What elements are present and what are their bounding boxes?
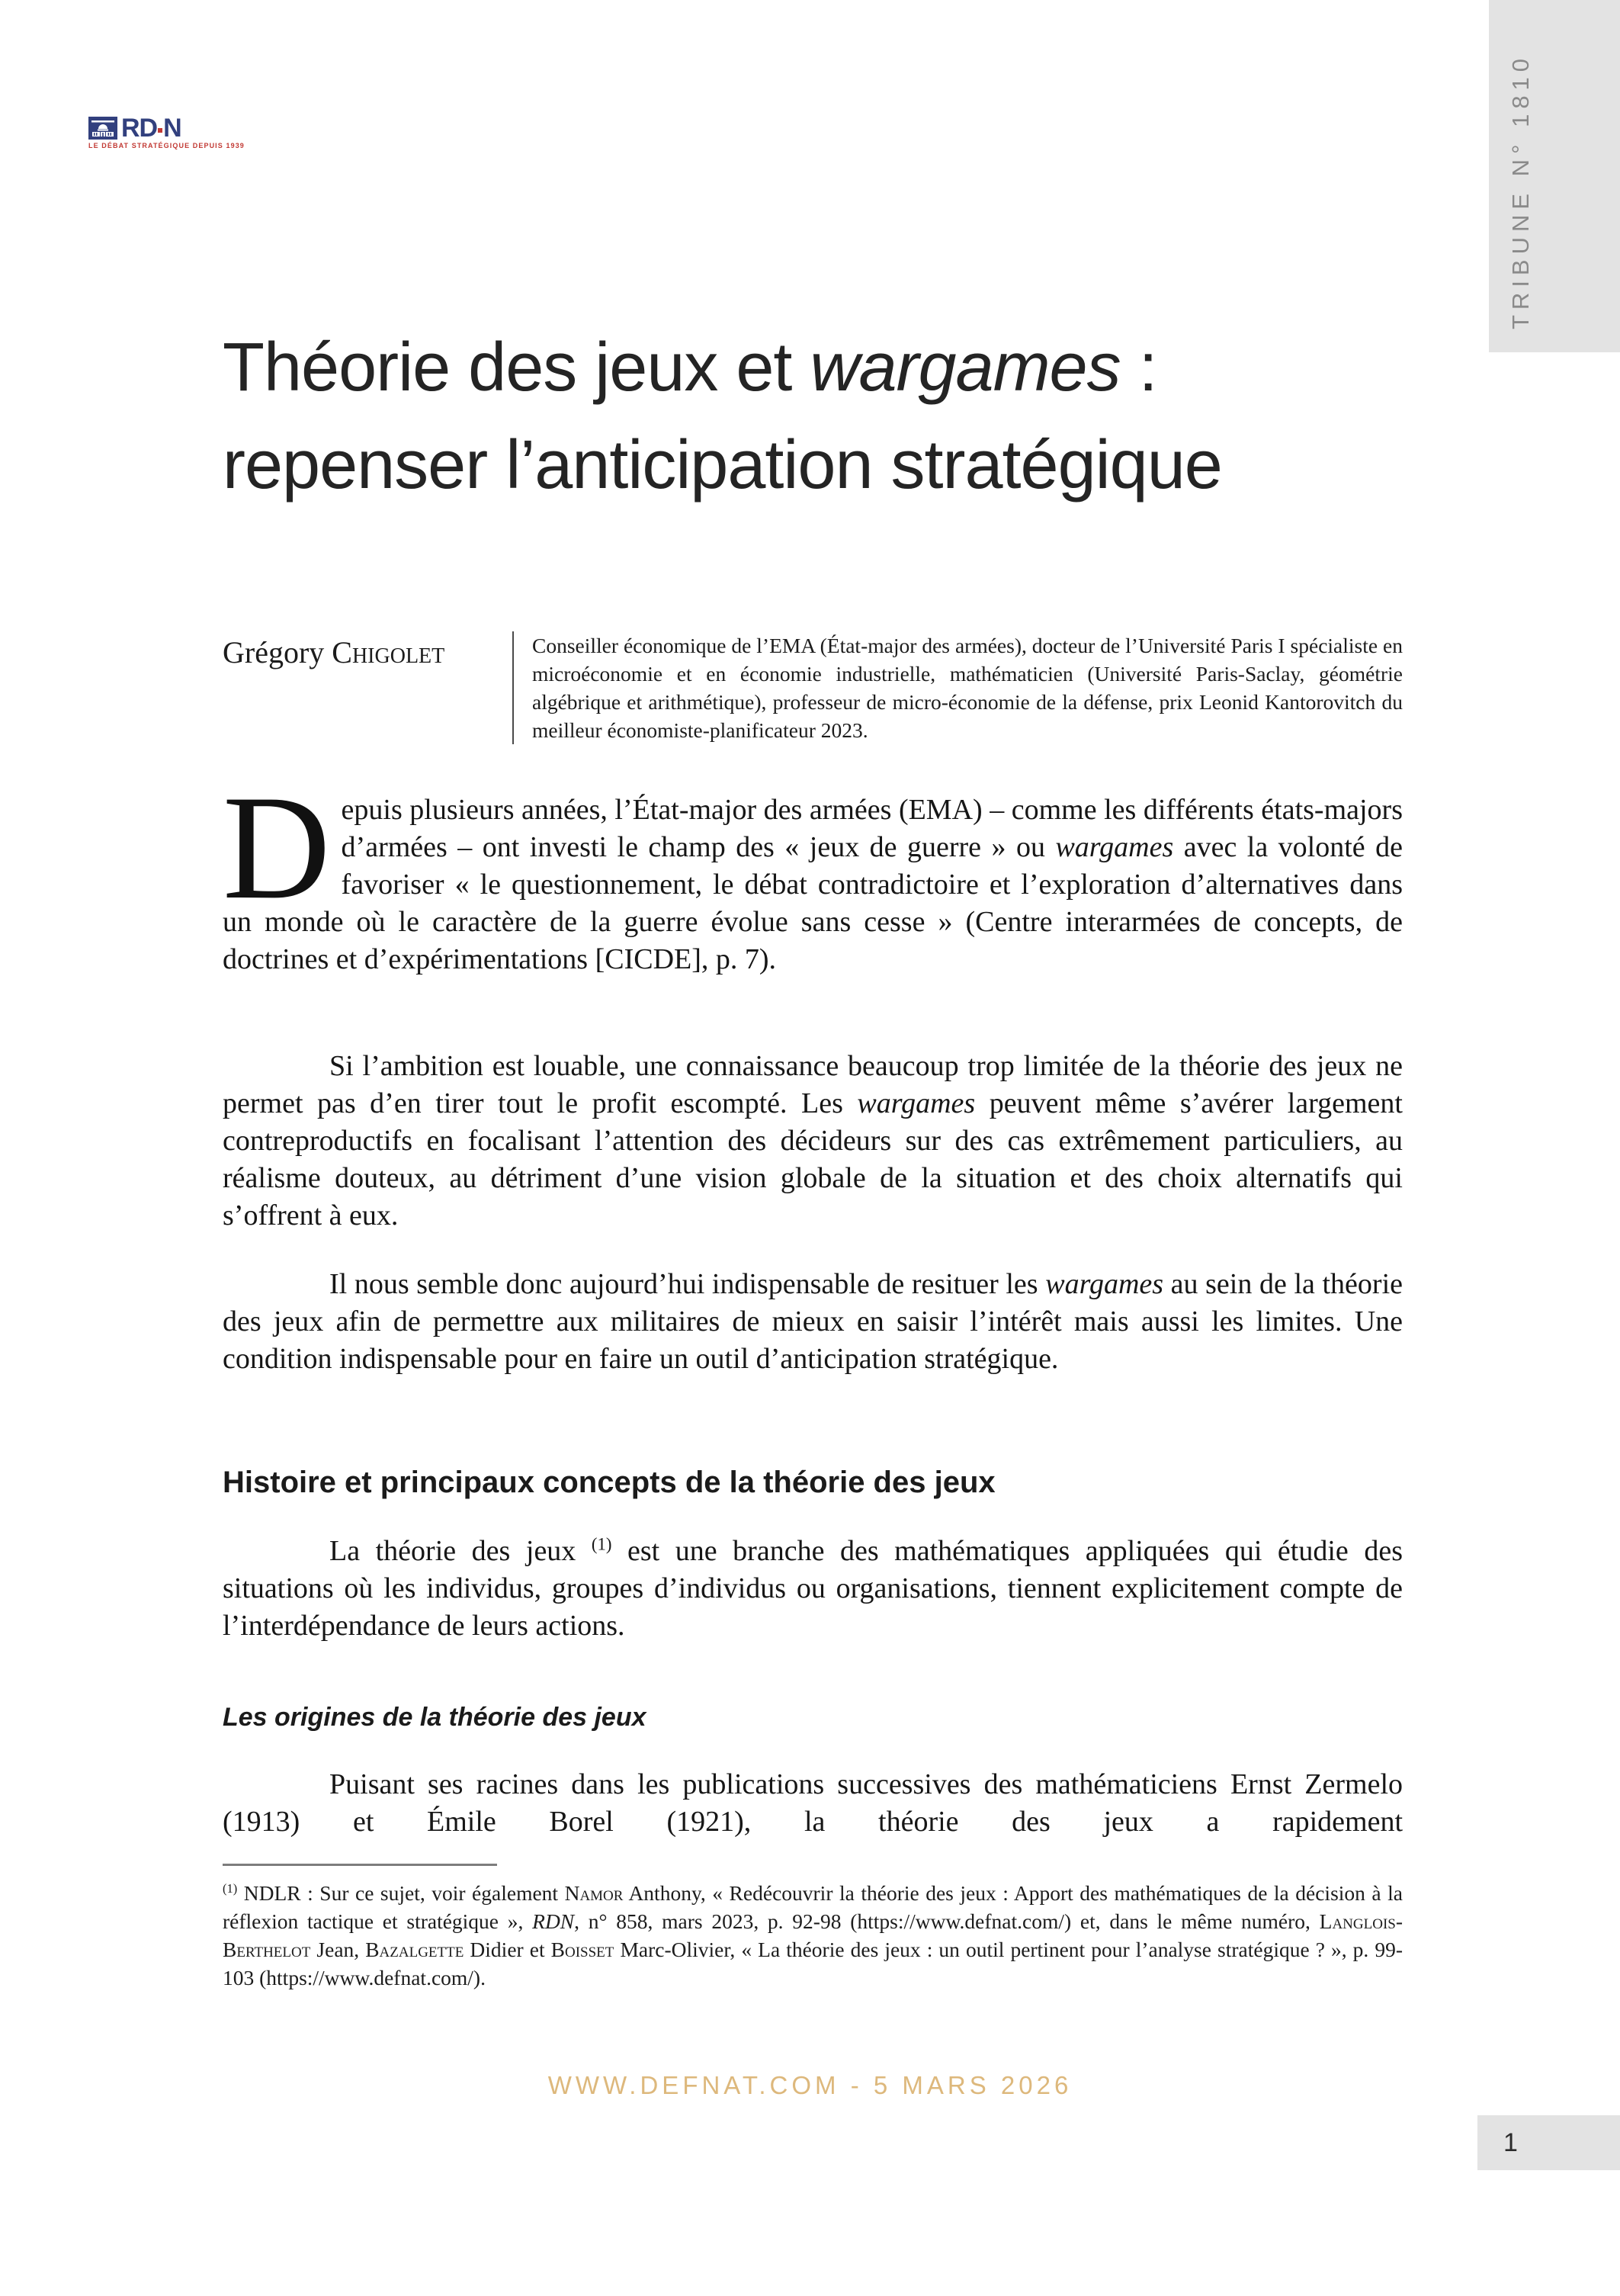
paragraph-3: Il nous semble donc aujourd’hui indispensable de resituer les wargames au sein de la théorie des jeux afin de permettre aux militaires de mieux en saisir l’intérêt mais aussi les limites. Une condition indispensable pour en faire un outil d’anticipation stratégique.	[223, 1268, 1403, 1375]
rdn-logo	[88, 114, 245, 149]
author-block	[223, 631, 1403, 744]
article-title	[223, 319, 1458, 514]
rdn-building-icon	[88, 117, 117, 140]
rdn-red-dot-icon	[158, 128, 162, 133]
page-number: 1	[1503, 2128, 1518, 2157]
paragraph-4: La théorie des jeux $^{(1)}$ est une branche des mathématiques appliquées qui étudie des situations où les individus, groupes d’individus ou organisations, tiennent explicitement compte de l’interdépendance de leurs actions.	[223, 1534, 1403, 1642]
footer-url: WWW.DEFNAT.COM - 5 MARS 2026	[547, 2071, 1073, 2099]
section-heading-histoire: Histoire et principaux concepts de la théorie des jeux	[223, 1466, 996, 1499]
page-number-badge	[1477, 2115, 1620, 2170]
author-divider	[512, 631, 514, 744]
author-last-name: Chigolet	[332, 635, 445, 670]
rdn-letters-rd: RD	[121, 114, 158, 143]
rdn-logo-tagline: LE DÉBAT STRATÉGIQUE DEPUIS 1939	[88, 142, 245, 149]
rdn-logo-row	[88, 114, 203, 143]
title-line-1: Théorie des jeux et wargames :	[223, 329, 1157, 406]
rdn-logo-text	[121, 114, 181, 143]
subsection-heading-origines: Les origines de la théorie des jeux	[223, 1703, 646, 1732]
paragraph-5: Puisant ses racines dans les publications successives des mathématiciens Ernst Zermelo (1913) et Émile Borel (1921), la théorie des jeux a rapidement	[223, 1768, 1403, 1838]
title-line-2: repenser l’anticipation stratégique	[223, 427, 1222, 503]
drop-cap: D	[223, 765, 331, 930]
author-name	[223, 631, 512, 744]
tribune-label: TRIBUNE N° 1810	[1507, 53, 1534, 329]
paragraph-2: Si l’ambition est louable, une connaissance beaucoup trop limitée de la théorie des jeux ne permet pas d’en tirer tout le profit escompté. Les wargames peuvent même s’avérer largement contreproductifs en focalisant l’attention des décideurs sur des cas extrêmement particuliers, au réalisme douteux, au détriment d’une vision globale de la situation et des choix alternatifs qui s’offrent à eux.	[223, 1050, 1403, 1231]
footnote-1: $^{(1)}$ NDLR : Sur ce sujet, voir également Namor Anthony, « Redécouvrir la théorie des jeux : Apport des mathématiques de la décision à la réflexion tactique et stratégique », RDN, n° 858, mars 2023, p. 92-98 (https://www.defnat.com/) et, dans le même numéro, Langlois-Berthelot Jean, Bazalgette Didier et Boisset Marc-Olivier, « La théorie des jeux : un outil pertinent pour l’analyse stratégique ? », p. 99-103 (https://www.defnat.com/).	[223, 1880, 1403, 1989]
author-first-name: Grégory	[223, 635, 325, 670]
footnote-separator	[223, 1864, 497, 1866]
rdn-letter-n: N	[163, 114, 181, 143]
author-bio: Conseiller économique de l’EMA (État-major des armées), docteur de l’Université Paris I spécialiste en microéconomie et en économie industrielle, mathématicien (Université Paris-Saclay, géométrie algébrique et arithmétique), professeur de micro-économie de la défense, prix Leonid Kantorovitch du meilleur économiste-planificateur 2023.	[532, 634, 1403, 742]
paragraph-1-text: epuis plusieurs années, l’État-major des armées (EMA) – comme les différents états-majors d’armées – ont investi le champ des « jeux de guerre » ou wargames avec la volonté de favoriser « le questionnement, le débat contradictoire et l’exploration d’alternatives dans un monde où le caractère de la guerre évolue sans cesse » (Centre interarmées de concepts, de doctrines et d’expérimentations [CICDE], p. 7).	[223, 794, 1403, 975]
paragraph-1	[223, 765, 1403, 978]
